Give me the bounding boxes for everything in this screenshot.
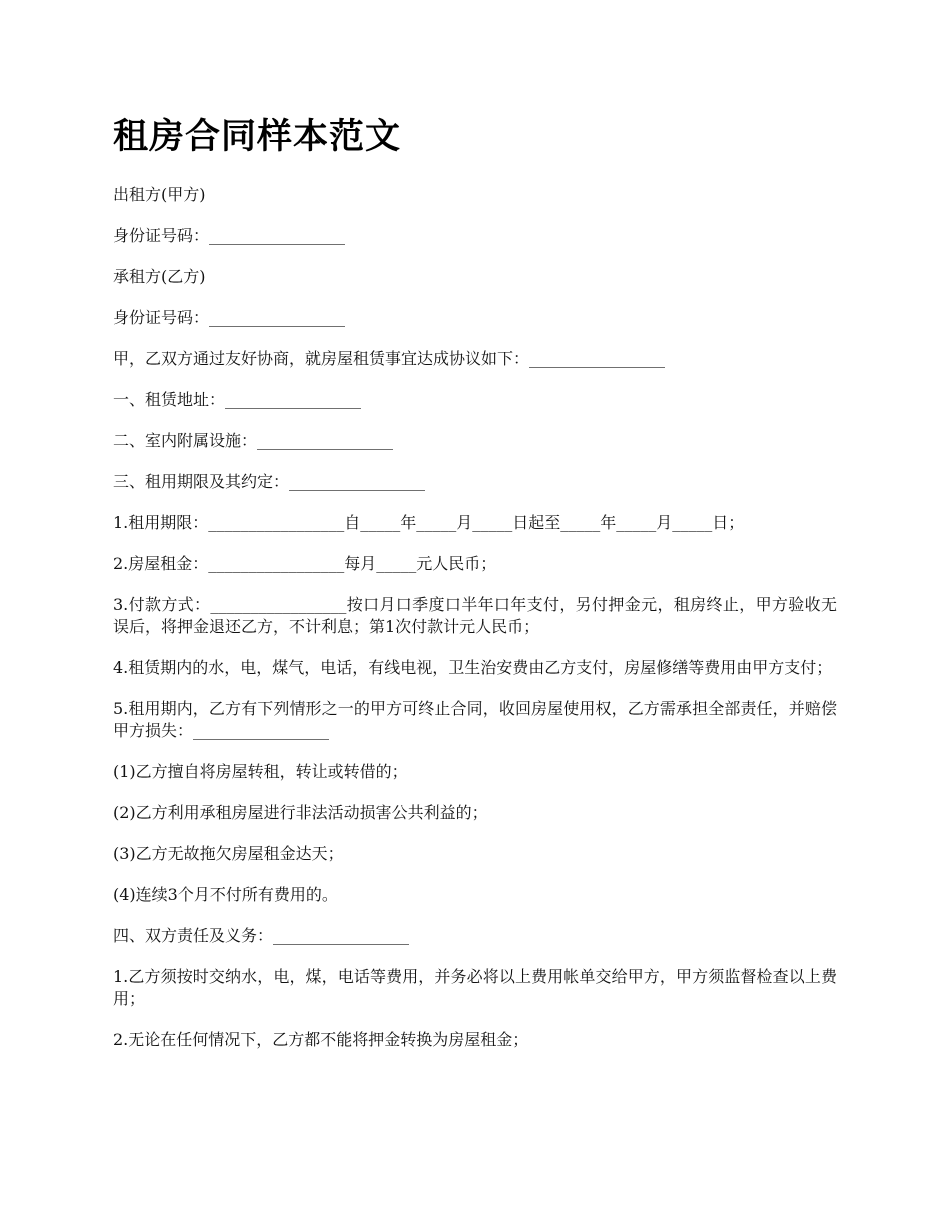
clause-4-2-deposit: 2.无论在任何情况下，乙方都不能将押金转换为房屋租金；	[113, 1030, 529, 1049]
section-3-term: 三、租用期限及其约定：_________________	[113, 472, 426, 491]
clause-3-5-termination: 5.租用期内，乙方有下列情形之一的甲方可终止合同，收回房屋使用权，乙方需承担全部责任，并赔偿甲方损失：_________________	[113, 699, 837, 740]
clause-3-1-term-dates: 1.租用期限：_________________自_____年_____月_____日起至_____年_____月_____日；	[113, 513, 745, 532]
termination-item-1: (1)乙方擅自将房屋转租，转让或转借的；	[113, 762, 408, 781]
section-1-address: 一、租赁地址：_________________	[113, 390, 362, 409]
clause-3-3-payment: 3.付款方式：_________________按口月口季度口半年口年支付，另付押金元，租房终止，甲方验收无误后，将押金退还乙方，不计利息；第1次付款计元人民币；	[113, 595, 837, 636]
clause-3-4-utilities: 4.租赁期内的水，电，煤气，电话，有线电视，卫生治安费由乙方支付，房屋修缮等费用由甲方支付；	[113, 658, 833, 677]
paragraph-lessor-id: 身份证号码：_________________	[113, 226, 346, 245]
document-page	[113, 112, 837, 1070]
termination-item-3: (3)乙方无故拖欠房屋租金达天；	[113, 844, 344, 863]
document-title: 租房合同样本范文	[113, 116, 402, 157]
termination-item-4: (4)连续3个月不付所有费用的。	[113, 885, 338, 904]
section-2-facilities: 二、室内附属设施：_________________	[113, 431, 394, 450]
clause-4-1-fees: 1.乙方须按时交纳水，电，煤，电话等费用，并务必将以上费用帐单交给甲方，甲方须监督检查以上费用；	[113, 967, 837, 1008]
paragraph-lessee-id: 身份证号码：_________________	[113, 308, 346, 327]
termination-item-2: (2)乙方利用承租房屋进行非法活动损害公共利益的；	[113, 803, 488, 822]
paragraph-lessor: 出租方(甲方)	[113, 185, 206, 204]
paragraph-agreement-intro: 甲，乙双方通过友好协商，就房屋租赁事宜达成协议如下：_________________	[113, 349, 666, 368]
clause-3-2-rent: 2.房屋租金：_________________每月_____元人民币；	[113, 554, 497, 573]
section-4-duties: 四、双方责任及义务：_________________	[113, 926, 410, 945]
paragraph-lessee: 承租方(乙方)	[113, 267, 206, 286]
